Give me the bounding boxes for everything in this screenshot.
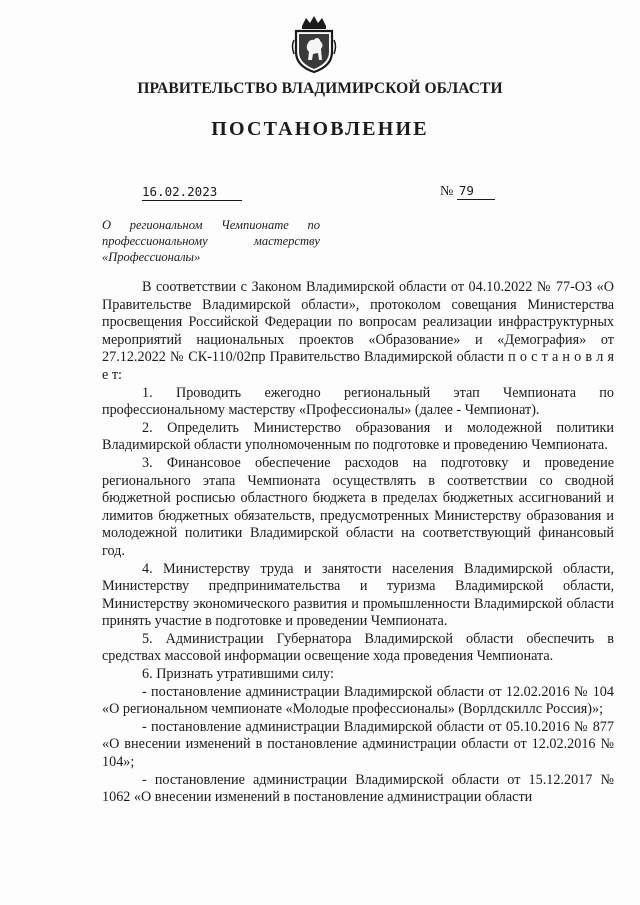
clause-paragraph: 2. Определить Министерство образования и молодежной политики Владимирской области уполномоченным по подготовке и проведению Чемпионата. [102,419,614,454]
document-body [102,279,614,807]
clause-paragraph: 1. Проводить ежегодно региональный этап Чемпионата по профессиональному мастерству «Профессионалы» (далее - Чемпионат). [102,384,614,419]
document-number: 79 [457,183,495,200]
clause-paragraph: 6. Признать утратившими силу: [142,666,334,683]
document-number-block [440,183,495,200]
list-item: - постановление администрации Владимирской области от 05.10.2016 № 877 «О внесении изменений в постановление администрации области от 12.02.2016 № 104»; [102,718,614,771]
clause-paragraph: 3. Финансовое обеспечение расходов на подготовку и проведение регионального этапа Чемпионата осуществлять в соответствии со сводной бюджетной росписью областного бюджета в пределах бюджетных ассигнований и лимитов бюджетных обязательств, предусмотренных Министерству образования и молодежной политики Владимирской области на соответствующий финансовый год. [102,454,614,559]
preamble-paragraph: В соответствии с Законом Владимирской области от 04.10.2022 № 77-ОЗ «О Правительстве Владимирской области», протоколом совещания Министерства просвещения Российской Федерации по вопросам реализации инфраструктурных мероприятий национальных проектов «Образование» и «Демография» от 27.12.2022 № СК-110/02пр Правительство Владимирской области п о с т а н о в л я е т: [102,279,614,383]
coat-of-arms-icon [288,14,340,74]
subject-line: «Профессионалы» [102,250,201,264]
subject-line: профессиональному мастерству [102,234,320,248]
subject-line: О региональном Чемпионате по [102,218,320,232]
list-item: - постановление администрации Владимирской области от 12.02.2016 № 104 «О региональном чемпионате «Молодые профессионалы» (Ворлдскиллс Россия)»; [102,683,614,718]
clause-paragraph: 4. Министерству труда и занятости населения Владимирской области, Министерству предпринимательства и туризма Владимирской области, Министерству экономического развития и промышленности Владимирской области принять участие в подготовке и проведении Чемпионата. [102,560,614,630]
government-title: ПРАВИТЕЛЬСТВО ВЛАДИМИРСКОЙ ОБЛАСТИ [137,80,503,97]
document-date: 16.02.2023 [142,184,242,201]
document-subject [102,217,320,265]
number-label: № [440,184,454,199]
document-type: ПОСТАНОВЛЕНИЕ [211,118,429,140]
list-item: - постановление администрации Владимирской области от 15.12.2017 № 1062 «О внесении изменений в постановление администрации области [102,771,614,806]
clause-paragraph: 5. Администрации Губернатора Владимирской области обеспечить в средствах массовой информации освещение хода проведения Чемпионата. [102,630,614,665]
